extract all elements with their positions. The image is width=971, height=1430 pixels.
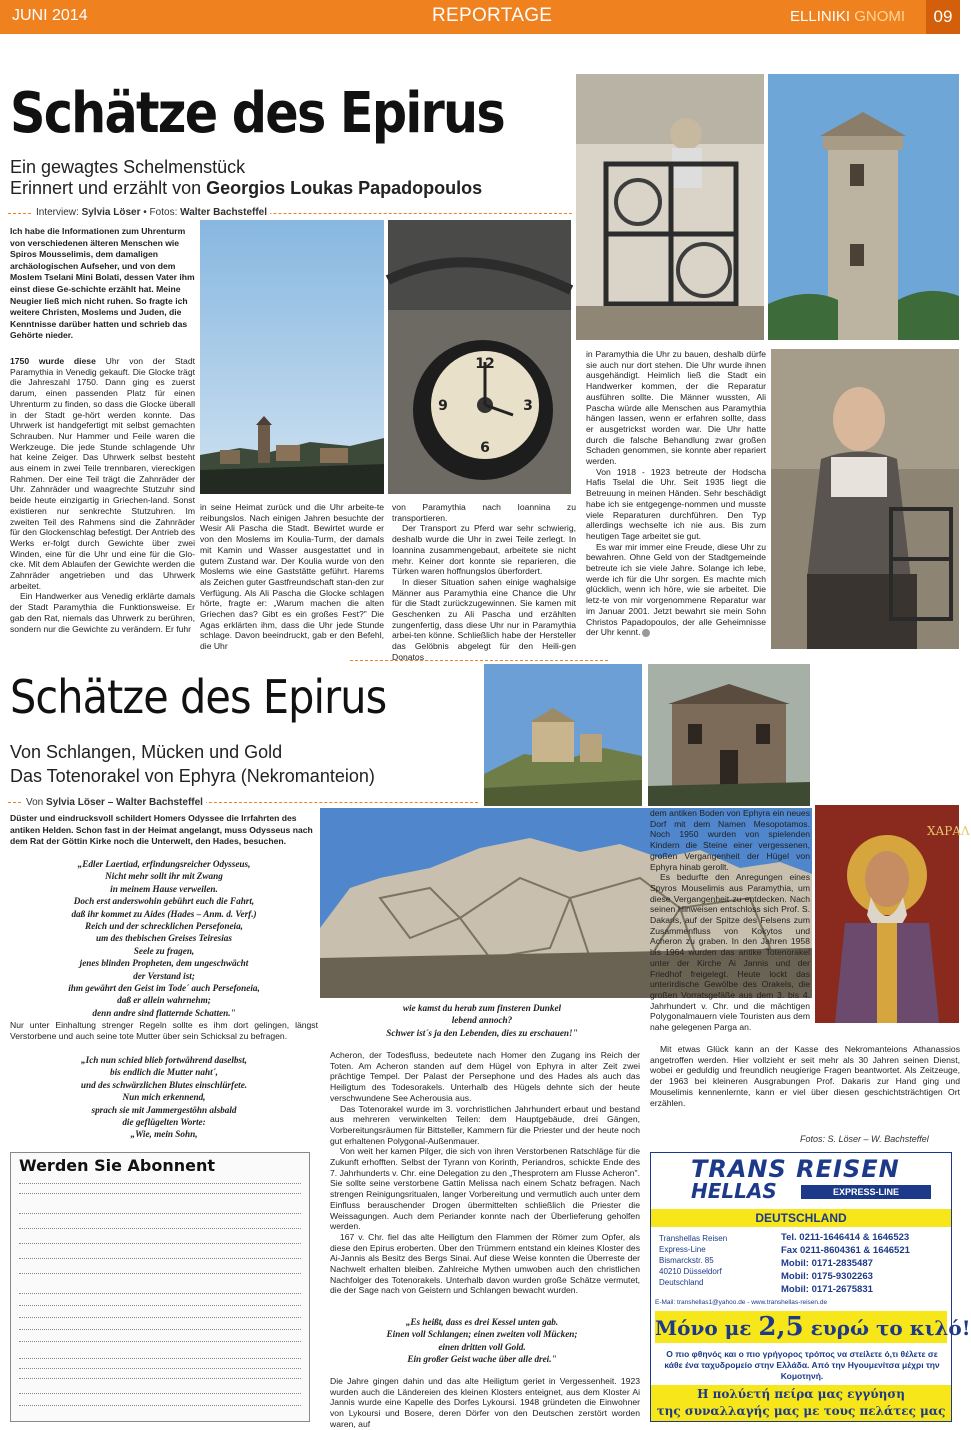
- article1-subtitle: Ein gewagtes Schelmenstück: [10, 157, 246, 177]
- article1-author-line: Erinnert und erzählt von Georgios Loukas Papadopoulos: [10, 178, 483, 198]
- page-number: 09: [926, 0, 960, 34]
- article2-title: Schätze des Epirus: [10, 670, 387, 724]
- legend-quote: „Es heißt, dass es drei Kessel unten gab. Einen voll Schlangen; einen zweiten voll Mücken; einen dritten voll Gold. Ein großer Geist wache über alle drei.": [386, 1317, 578, 1365]
- form-line: [19, 1193, 301, 1194]
- photo-clockwork: [576, 74, 764, 340]
- form-line: [19, 1378, 301, 1379]
- article2-center-column-end: Die Jahre gingen dahin und das alte Heiligtum geriet in Vergessenheit. 1923 wurden auch die Ländereien des kleinen Klosters enteignet, aus dem Kloster Ai Jannis wurde eine Kapelle des Dorfes Lykoursi. 1948 gründeten die Einwohner von Lykoursi und Bosere, deren Dörfer von den Deutschen zerstört worden waren, auf: [330, 1376, 640, 1429]
- article2-subtitle: Von Schlangen, Mücken und Gold: [10, 742, 283, 762]
- form-field[interactable]: [19, 1243, 301, 1244]
- photo-clock-face: [388, 220, 571, 494]
- article1-column-2: in seine Heimat zurück und die Uhr arbeite-te reibungslos. Nach einigen Jahren besuchte der Wesir Ali Pascha die Stadt. Bewirtet wurde er von den Moslems im Koulia-Turm, der damals mit Kamin und Wasser ausgestattet und in gutem Zustand war. Der Koulia wurde von den Moslems wie eine Gaststätte geführt. Harems als Zeichen guter Gastfreundschaft stan-den zur Verfügung. Als Ali Pascha die Glocke schlagen hörte, fragte er: „Warum machen die alten Griechen das? Gibt es ein großes Fest?" Die Agas erklärten ihm, dass die Uhr jede Stunde schlage. Davon beeindruckt, gab er den Befehl, die Uhr: [200, 502, 384, 652]
- photo-nekromanteion-hill: [484, 664, 642, 806]
- svg-text:ΧΑΡΑΛ: ΧΑΡΑΛ: [927, 824, 970, 838]
- header-bar: [0, 0, 960, 34]
- form-field[interactable]: [19, 1258, 301, 1259]
- article2-intro: Düster und eindrucksvoll schildert Homers Odyssee die Irrfahrten des antiken Helden. Schon fast in der Heimat angelangt, muss Odysseus nach dem Rat der Göttin Kirke noch die Unterwelt, den Hades, besuchen.: [10, 813, 313, 847]
- ad-greek-text: Ο πιο φθηνός και ο πιο γρήγορος τρόπος να στείλετε ό,τι θέλετε σε κάθε ένα ταχυδρομείο στην Ελλάδα. Από την Ηγουμενίτσα μέχρι την Κομοτηνή.: [664, 1349, 940, 1381]
- form-field[interactable]: [19, 1228, 301, 1229]
- form-line: [19, 1405, 301, 1406]
- form-option[interactable]: [19, 1293, 301, 1294]
- article1-column-1: 1750 wurde diese Uhr von der Stadt Paramythia in Venedig gekauft. Die Glocke trägt die Jahreszahl 1750. Dann ging es zuerst darum, einen passenden Platz für einen Uhrenturm zu finden, so dass die Glocke überall in der Stadt ge-hört werden konnte. Das Uhrwerk ist handgefertigt mit selbst gemachten Schrauben. Nur Hammer und Feile waren die Werkzeuge. Die jede Stunde schlagende Uhr hat keine Zeiger. Das Uhrwerk selbst besteht aus einem in zwei Teile trennbaren, viereckigen Rahmen. Der eine Teil trägt die Zahnräder der Uhr. Zahnräder und waagrechte Stutzuhr sind beide heute einzigartig in Griechen-land. Sonst existieren nur senkrechte Stutzuhren. Im zweiten Teil des Rahmens sind die Zahnräder für den Glockenschlag befestigt. Der Antrieb des Werks er-folgt durch Gewichte über zwei Winden, eine für die Uhr und eine für die Glo-cke. Mit dem Ablaufen der Gewichte werden die Zahnräder angetrieben und das Uhrwerk arbeitet. Ein Handwerker aus Venedig erklärte damals der Stadt Paramythia die Funktionsweise. Er gab den Rat, niemals das Uhrwerk zu berühren, sondern nur die Gewichte zu verändern. Er fuhr: [10, 356, 195, 634]
- article1-column-4: in Paramythia die Uhr zu bauen, deshalb dürfe sie auch nur dort stehen. Die Uhr wurde ihnen ausgehändigt. Heimlich ließ die Stadt ein Handwerker kommen, der die Reparatur ausführen sollte. Die Männer wussten, Ali Pascha würde alle Menschen aus Paramythia hängen lassen, wenn er erfahren sollte, dass er ausgetrickst worden war. Die Uhr hatte durch die falsche Behandlung zwar großen Schaden genommen, sie konnte aber repariert werden. Von 1918 - 1923 betreute der Hodscha Hafis Tselal die Uhr. Seit 1935 liegt die Betreuung in meinen Händen. Sehr beschädigt habe ich sie entgegenge-nommen und musste viele Reparaturen durchführen. Den Typ allerdings wechselte ich nie aus. Bis zum heutigen Tage arbeitet sie gut. Es war mir immer eine Freude, diese Uhr zu bewahren. Ohne Geld von der Stadtgemeinde betreute ich sie viele Jahre. Solange ich lebe, werde ich für die Uhr sorgen. Es machte mich glücklich, wenn ich höre, wie sie arbeitet. Die letz-te von mir vorgenommene Reparatur war im Januar 2001. Jetzt bewahrt sie mein Sohn Christos Papadopoulos, der alle Geheimnisse der Uhr kennt.: [586, 349, 766, 638]
- article2-right-column: Mit etwas Glück kann an der Kasse des Nekromanteions Athanassios angetroffen werden. Hier vollzieht er seit mehr als 30 Jahren seinen Dienst, wobei er geduldig und freundlich neugierige Fragen beantwortet. Als Zeitzeuge, der 1963 bei kleineren Ausgrabungen Prof. Dakaris zur Hand ging und Mouselimis kennenlernte, kann er viel über diesen geschichtsträchtigen Ort erzählen.: [650, 1044, 960, 1108]
- ad-country: DEUTSCHLAND: [651, 1209, 951, 1227]
- svg-text:6: 6: [480, 440, 490, 456]
- article1-title: Schätze des Epirus: [10, 81, 504, 146]
- form-field[interactable]: [19, 1273, 301, 1274]
- form-line: [19, 1368, 301, 1369]
- issue-date: JUNI 2014: [12, 7, 88, 24]
- photo-credit: Fotos: S. Löser – W. Bachsteffel: [800, 1134, 929, 1144]
- form-line: [19, 1393, 301, 1394]
- ad-contacts: Tel. 0211-1646414 & 1646523 Fax 0211-8604361 & 1646521 Mobil: 0171-2835487 Mobil: 0175-9302263 Mobil: 0171-2675831: [781, 1232, 910, 1295]
- svg-text:9: 9: [438, 398, 448, 414]
- article1-intro: Ich habe die Informationen zum Uhrenturm von verschiedenen älteren Menschen wie Spiros Mousselimis, dem damaligen archäologischen Aufseher, und von dem Moslem Tselani Mini Bolati, dessen Vater ihm einst diese Ge-schichte erzählt hat. Meine Neugier ließ mich nicht ruhen. So fragte ich weitere Christen, Moslems und Juden, die Kenntnisse darüber hatten und schrieb das Gehörte nieder.: [10, 226, 195, 341]
- svg-text:12: 12: [475, 356, 495, 372]
- odyssey-quote-3: wie kamst du herab zum finsteren Dunkel lebend annoch? Schwer ist´s ja den Lebenden, dies zu erschauen!": [386, 1003, 578, 1038]
- photo-fresco-saint: [815, 805, 970, 1023]
- form-option[interactable]: [19, 1317, 301, 1318]
- photo-paramythia-town: [200, 220, 384, 494]
- article1-end-rule: [350, 660, 608, 661]
- ad-logo: TRANS REISEN HELLAS EXPRESS-LINE: [651, 1153, 951, 1209]
- trans-hellas-ad[interactable]: [650, 1152, 971, 1422]
- article2-right-column-top: dem antiken Boden von Ephyra ein neues Dorf mit dem Namen Mesopotamos. Noch 1950 wurden von spielenden Kindern die Steine einer vergessenen, großen Vergangenheit der Hügel von Ephyra hinab gerollt. Es bedurfte den Anregungen eines Spyros Mouselimis aus Paramythia, um diese Vergangenheit zu entdecken. Nach seinen Hinweisen entschloss sich Prof. S. Dakaris, auf der Spitze des Felsens zum Zusammenfluss von Kokytos und Acheron zu graben. In den Jahren 1958 bis 1964 wurden das antike Totenorakel unter der Kirche Ai Jannis und der Friedhof freigelegt. Heute lockt das unterirdische Gewölbe des Orakels, die großen Vorratsgefäße aus dem 3. bis 4. Jahrhundert v. Chr. und die mächtigen Polygonalmauern viele Touristen aus dem nahe gelegenen Parga an.: [650, 808, 810, 1033]
- article1-column-3: von Paramythia nach Ioannina zu transportieren. Der Transport zu Pferd war sehr schwierig, deshalb wurde die Uhr in zwei Teile zerlegt. In Ioannina zusammengebaut, arbeitete sie nicht mehr. Keiner dort konnte sie reparieren, die Türken waren hoffnungslos überfordert. In dieser Situation sahen einige waghalsige Männer aus Paramythia eine Chance die Uhr für die Stadt zurückzugewinnen. Sie kamen mit Geschenken zu Ali Pascha und erzählten zungenfertig, dass diese Uhr nur in Paramythia arbei-ten könne. Schließlich habe der Hersteller das Gelöbnis abgelegt für den Heili-gen Donatos: [392, 502, 576, 662]
- form-line: [19, 1183, 301, 1184]
- article-end-icon: [642, 629, 650, 637]
- form-line: [19, 1358, 301, 1359]
- article1-byline: Interview: Sylvia Löser • Fotos: Walter Bachsteffel: [33, 207, 270, 218]
- ad-banner: Η πολύετή πείρα μας εγγύηση της συναλλαγής μας με τους πελάτες μας: [651, 1385, 951, 1421]
- form-option[interactable]: [19, 1341, 301, 1342]
- odyssey-quote-1: „Edler Laertiad, erfindungsreicher Odysseus, Nicht mehr sollt ihr mit Zwang in meinem Hause verweilen. Doch erst anderswohin gebührt euch die Fahrt, daß ihr kommet zu Aides (Hades – Anm. d. Verf.) Reich und der schrecklichen Persefoneia, um des thebischen Greises Teiresias Seele zu fragen, jenes blinden Propheten, dem ungeschwächt der Verstand ist; ihm gewährt den Geist im Tode´ auch Persefoneia, daß er allein wahrnehm; denn andre sind flatternde Schatten.": [68, 859, 260, 1018]
- svg-text:3: 3: [523, 398, 533, 414]
- ad-address: Transhellas Reisen Express-Line Bismarckstr. 85 40210 Düsseldorf Deutschland: [659, 1234, 728, 1287]
- photo-clock-tower: [768, 74, 959, 340]
- photo-stone-building: [648, 664, 810, 806]
- article2-subtitle-2: Das Totenorakel von Ephyra (Nekromanteion): [10, 766, 375, 786]
- ad-slogan: Μόνο με 2,5 ευρώ το κιλό!: [655, 1312, 971, 1342]
- publication-name: ELLINIKI GNOMI: [790, 8, 906, 25]
- form-option[interactable]: [19, 1305, 301, 1306]
- section-title: REPORTAGE: [432, 5, 553, 26]
- article2-byline: Von Sylvia Löser – Walter Bachsteffel: [23, 797, 206, 808]
- form-field[interactable]: [19, 1213, 301, 1214]
- subscription-form[interactable]: [10, 1152, 310, 1422]
- odyssey-quote-2: „Ich nun schied blieb fortwährend daselbst, bis endlich die Mutter naht´, und des schwärzlichen Blutes einschlürfete. Nun mich erkennend, sprach sie mit Jammergestöhn alsbald die geflügelten Worte: „Wie, mein Sohn,: [80, 1055, 248, 1140]
- article2-mid-text: Nur unter Einhaltung strenger Regeln sollte es ihm dort gelingen, längst Verstorbene und auch seine tote Mutter über sein Schicksal zu befragen.: [10, 1020, 318, 1041]
- photo-georgios-papadopoulos: [771, 349, 959, 649]
- article2-center-column: Acheron, der Todesfluss, bedeutete nach Homer den Zugang ins Reich der Toten. Am Acheron standen auf dem Hügel von Ephyra in alter Zeit zwei prächtige Tempel. Der Palast der Persephone und des Hades als auch das Heiligtum des Todesorakels. Unterhalb des Hügels dehnte sich der heute verschwundene See Acherousia aus. Das Totenorakel wurde im 3. vorchristlichen Jahrhundert erbaut und bestand aus mehreren verwinkelten Teilen: dem Hauptgebäude, drei Gängen, Vorbereitungsräumen für Bittsteller, Kammern für die Priester und der heute noch gut erhaltenen Polygonal-Außenmauer. Von weit her kamen Pilger, die sich von ihren Verstorbenen Ratschläge für die Zukunft erhofften. Selbst der Tyrann von Korinth, Periandros, schickte Ende des 7. Jahrhunderts v. Chr. eine Delegation zu den „Thesprotern am Flusse Acheron". Sie sollte seine verstorbene Gattin Melissa nach einem Schatz befragen. Nach strengen Reinigungsritualen, langer Vorbereitung und vermutlich auch unter dem Einfluss berauschender Drogen übermittelten schließlich die Priester die Weissagungen. Auch dem Periander konnte nach der Überlieferung geholfen werden. 167 v. Chr. fiel das alte Heiligtum den Flammen der Römer zum Opfer, als diese den Epirus eroberten. Über den Trümmern entstand ein kleines Kloster des Ai-Jannis als Besitz des Bergs Sinai. Auf diese Weise konnten die Überreste der Nachwelt erhalten bleiben. Zahlreiche Mythen umwoben auch den christlichen Nachfolger des Totenorakels. Unterhalb davon wurden große Schätze vermutet, die der Sage nach von Geistern und Schlangen bewacht wurden.: [330, 1050, 640, 1296]
- ad-web-link[interactable]: E-Mail: transhellas1@yahoo.de - www.transhellas-reisen.de: [655, 1299, 828, 1306]
- form-option[interactable]: [19, 1329, 301, 1330]
- subscription-form-title: Werden Sie Abonnent: [19, 1156, 216, 1175]
